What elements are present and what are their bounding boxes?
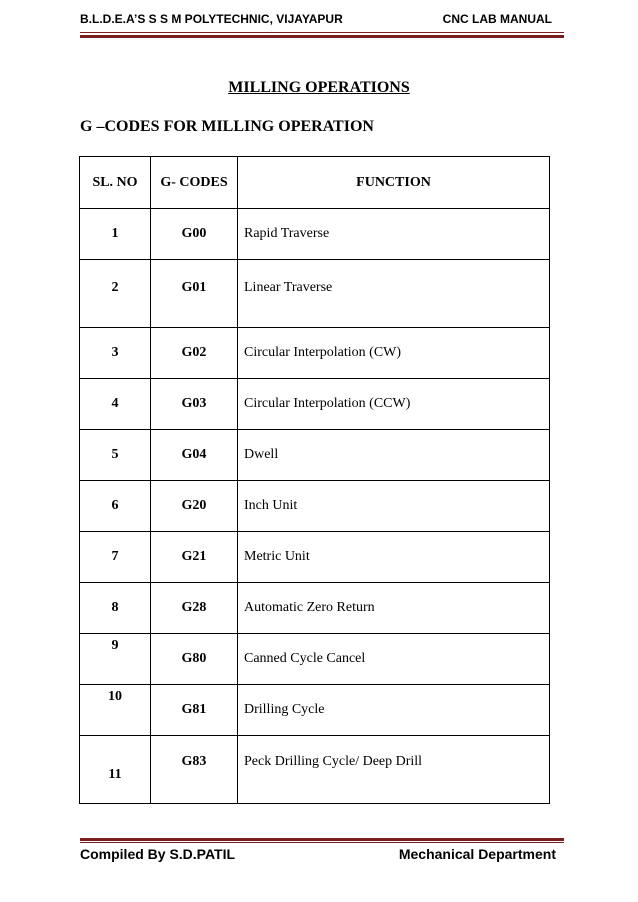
table-row	[80, 209, 550, 260]
row-slno: 8	[80, 583, 151, 634]
row-function: Metric Unit	[238, 532, 550, 583]
gcode-table	[79, 156, 550, 804]
row-gcode: G00	[151, 209, 238, 260]
row-slno: 1	[80, 209, 151, 260]
table-header-row	[80, 157, 550, 209]
row-slno: 2	[80, 260, 151, 328]
row-gcode: G83	[151, 736, 238, 804]
footer-author: Compiled By S.D.PATIL	[80, 846, 236, 862]
row-slno: 6	[80, 481, 151, 532]
row-function: Rapid Traverse	[238, 209, 550, 260]
row-slno: 10	[80, 685, 151, 736]
table-row	[80, 685, 550, 736]
row-gcode: G04	[151, 430, 238, 481]
col-header-gcodes: G- CODES	[151, 157, 238, 209]
col-header-function: FUNCTION	[238, 157, 550, 209]
table-row	[80, 260, 550, 328]
page-header	[80, 10, 564, 30]
row-function: Circular Interpolation (CW)	[238, 328, 550, 379]
page-footer	[80, 846, 564, 866]
row-function: Linear Traverse	[238, 260, 550, 328]
row-slno: 3	[80, 328, 151, 379]
footer-department: Mechanical Department	[398, 846, 556, 862]
row-function: Canned Cycle Cancel	[238, 634, 550, 685]
row-gcode: G28	[151, 583, 238, 634]
table-row	[80, 583, 550, 634]
header-rule-thick	[80, 35, 564, 38]
col-header-slno: SL. NO	[80, 157, 151, 209]
table-row	[80, 328, 550, 379]
row-slno: 4	[80, 379, 151, 430]
header-rule-thin	[80, 32, 564, 33]
row-function: Drilling Cycle	[238, 685, 550, 736]
row-function: Dwell	[238, 430, 550, 481]
footer-rule-thick	[80, 838, 564, 841]
table-row	[80, 532, 550, 583]
table-row	[80, 379, 550, 430]
row-gcode: G80	[151, 634, 238, 685]
row-gcode: G03	[151, 379, 238, 430]
row-slno: 9	[80, 634, 151, 685]
table-row	[80, 430, 550, 481]
table-row	[80, 634, 550, 685]
table-row	[80, 736, 550, 804]
footer-rule-thin	[80, 842, 564, 843]
row-gcode: G01	[151, 260, 238, 328]
table-row	[80, 481, 550, 532]
row-function: Inch Unit	[238, 481, 550, 532]
row-gcode: G21	[151, 532, 238, 583]
header-manual-title: CNC LAB MANUAL	[442, 12, 552, 26]
row-slno: 7	[80, 532, 151, 583]
row-slno: 5	[80, 430, 151, 481]
row-function: Circular Interpolation (CCW)	[238, 379, 550, 430]
header-institution: B.L.D.E.A’S S S M POLYTECHNIC, VIJAYAPUR	[80, 12, 343, 26]
row-function: Automatic Zero Return	[238, 583, 550, 634]
row-gcode: G81	[151, 685, 238, 736]
section-heading: G –CODES FOR MILLING OPERATION	[80, 118, 374, 135]
row-gcode: G20	[151, 481, 238, 532]
page-title: MILLING OPERATIONS	[228, 79, 410, 96]
row-function: Peck Drilling Cycle/ Deep Drill	[238, 736, 550, 804]
row-slno: 11	[80, 736, 151, 804]
row-gcode: G02	[151, 328, 238, 379]
